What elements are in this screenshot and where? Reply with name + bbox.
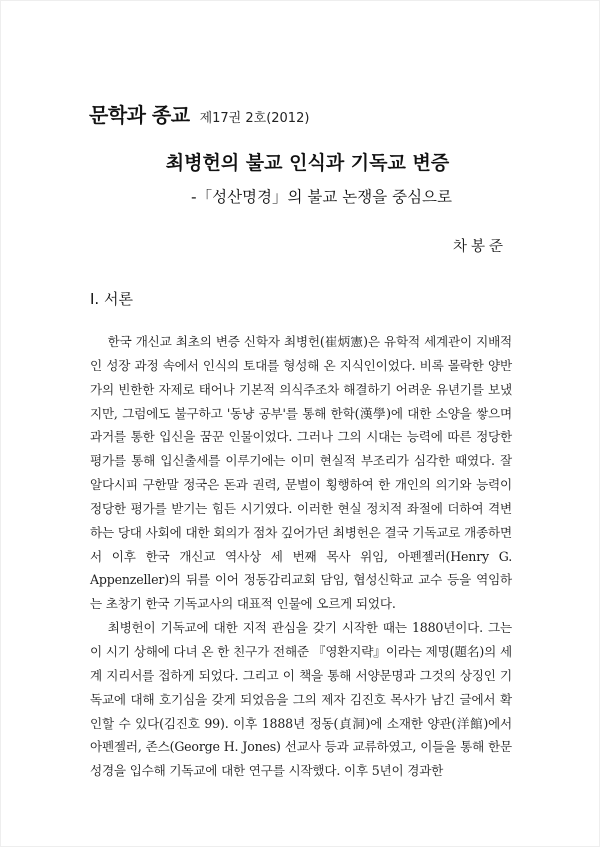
article-subtitle: -「성산명경」의 불교 논쟁을 중심으로 [191, 188, 452, 206]
paragraph: 최병헌이 기독교에 대한 지적 관심을 갖기 시작한 때는 1880년이다. 그는 이 시기 상해에 다녀 온 한 친구가 전해준 『영환지략』이라는 제명(題名)의 세계 지리서를 접하게 되었다. 그리고 이 책을 통해 서양문명과 그것의 상징인 기독교에 대해 호기심을 갖게 되었음을 그의 제자 김진호 목사가 남긴 글에서 확인할 수 있다(김진호 99). 이후 1888년 정동(貞洞)에 소재한 양관(洋館)에서 아펜젤러, 존스(George H. Jones) 선교사 등과 교류하였고, 이들을 통해 한문성경을 입수해 기독교에 대한 연구를 시작했다. 이후 5년이 경과한 [90, 620, 512, 779]
author-name: 차봉준 [452, 239, 507, 255]
paragraph: 한국 개신교 최초의 변증 신학자 최병헌(崔炳憲)은 유학적 세계관이 지배적인 성장 과정 속에서 인식의 토대를 형성해 온 지식인이었다. 비록 몰락한 양반가의 빈한한 자제로 태어나 기본적 의식주조차 해결하기 어려운 유년기를 보냈지만, 그럼에도 불구하고 '동냥 공부'를 통해 한학(漢學)에 대한 소양을 쌓으며 과거를 통한 입신을 꿈꾼 인물이었다. 그러나 그의 시대는 능력에 따른 정당한 평가를 통해 입신출세를 이루기에는 이미 현실적 부조리가 심각한 때였다. 잘 알다시피 구한말 정국은 돈과 권력, 문벌이 횡행하여 한 개인의 의기와 능력이 정당한 평가를 받기는 힘든 시기였다. 이러한 현실 정치적 좌절에 더하여 격변하는 당대 사회에 대한 회의가 점차 깊어가던 최병헌은 결국 기독교로 개종하면서 이후 한국 개신교 역사상 세 번째 목사 위임, 아펜젤러(Henry G. Appenzeller)의 뒤를 이어 정동감리교회 담임, 협성신학교 교수 등을 역임하는 초창기 한국 기독교사의 대표적 인물에 오르게 되었다. [90, 334, 512, 612]
journal-name: 문학과 종교 [89, 103, 190, 127]
body-text [90, 330, 512, 783]
article-title: 최병헌의 불교 인식과 기독교 변증 [165, 152, 450, 174]
journal-header [89, 99, 309, 128]
section-heading: Ⅰ. 서론 [90, 290, 133, 308]
journal-issue: 제17권 2호(2012) [199, 111, 310, 126]
title-block [0, 148, 600, 206]
